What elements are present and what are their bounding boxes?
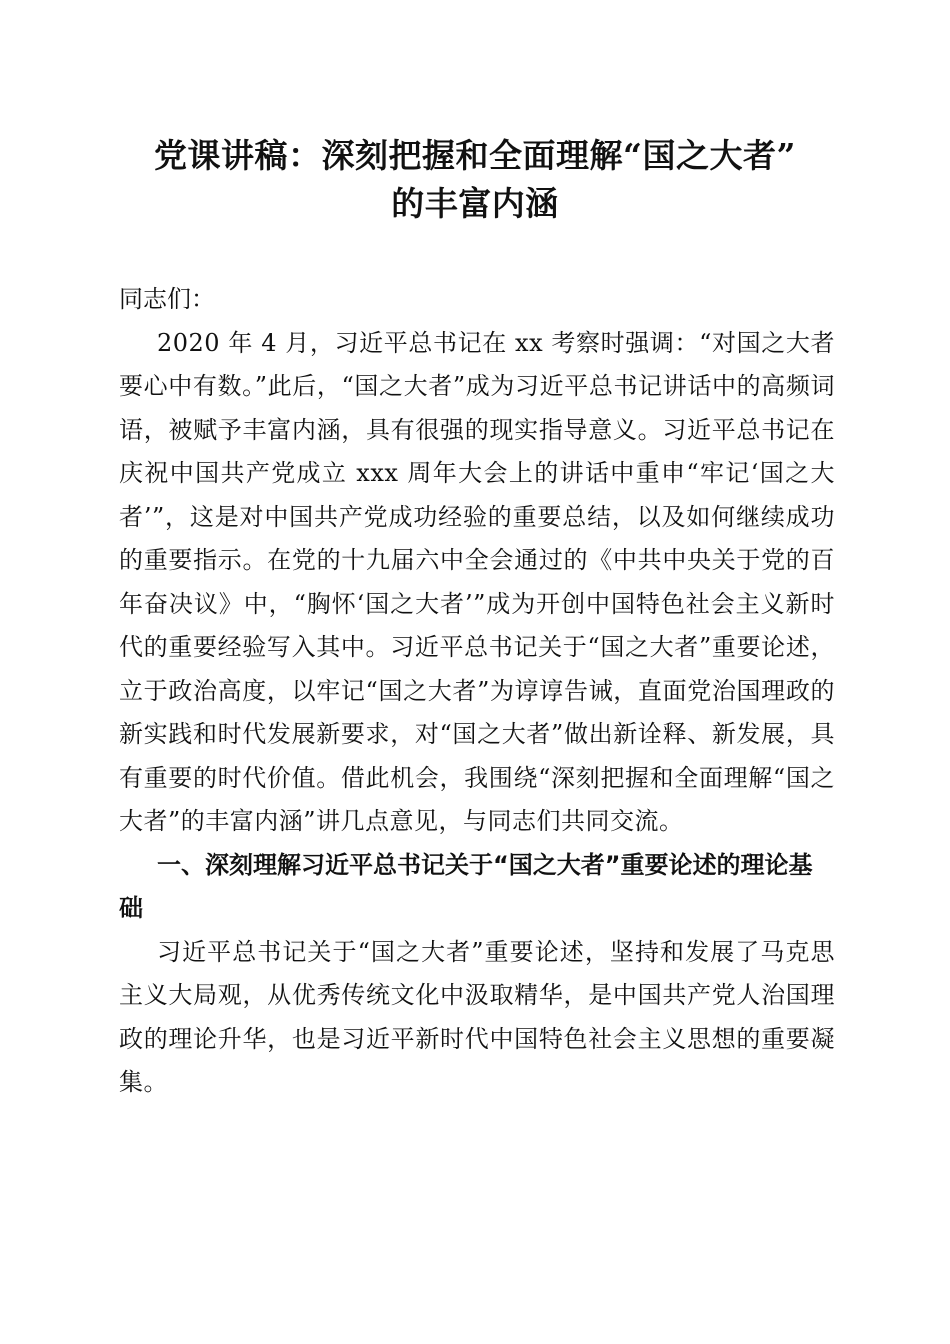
section-heading-1: 一、深刻理解习近平总书记关于“国之大者”重要论述的理论基础 [119, 850, 813, 922]
title-line-2: 的丰富内涵 [391, 184, 559, 223]
title-line-1: 党课讲稿：深刻把握和全面理解“国之大者” [154, 136, 796, 175]
document-body [119, 278, 835, 1105]
paragraph-intro: 2020 年 4 月，习近平总书记在 xx 考察时强调：“对国之大者要心中有数。”此后，“国之大者”成为习近平总书记讲话中的高频词语，被赋予丰富内涵，具有很强的现实指导意义。习近平总书记在庆祝中国共产党成立 xxx 周年大会上的讲话中重申“牢记‘国之大者’”，这是对中国共产党成功经验的重要总结，以及如何继续成功的重要指示。在党的十九届六中全会通过的《中共中央关于党的百年奋决议》中，“胸怀‘国之大者’”成为开创中国特色社会主义新时代的重要经验写入其中。习近平总书记关于“国之大者”重要论述，立于政治高度，以牢记“国之大者”为谆谆告诫，直面党治国理政的新实践和时代发展新要求，对“国之大者”做出新诠释、新发展，具有重要的时代价值。借此机会，我围绕“深刻把握和全面理解“国之大者”的丰富内涵”讲几点意见，与同志们共同交流。 [119, 328, 835, 835]
document-title [100, 132, 850, 228]
paragraph-section-1: 习近平总书记关于“国之大者”重要论述，坚持和发展了马克思主义大局观，从优秀传统文化中汲取精华，是中国共产党人治国理政的理论升华，也是习近平新时代中国特色社会主义思想的重要凝集。 [119, 937, 835, 1096]
salutation: 同志们： [119, 285, 215, 313]
